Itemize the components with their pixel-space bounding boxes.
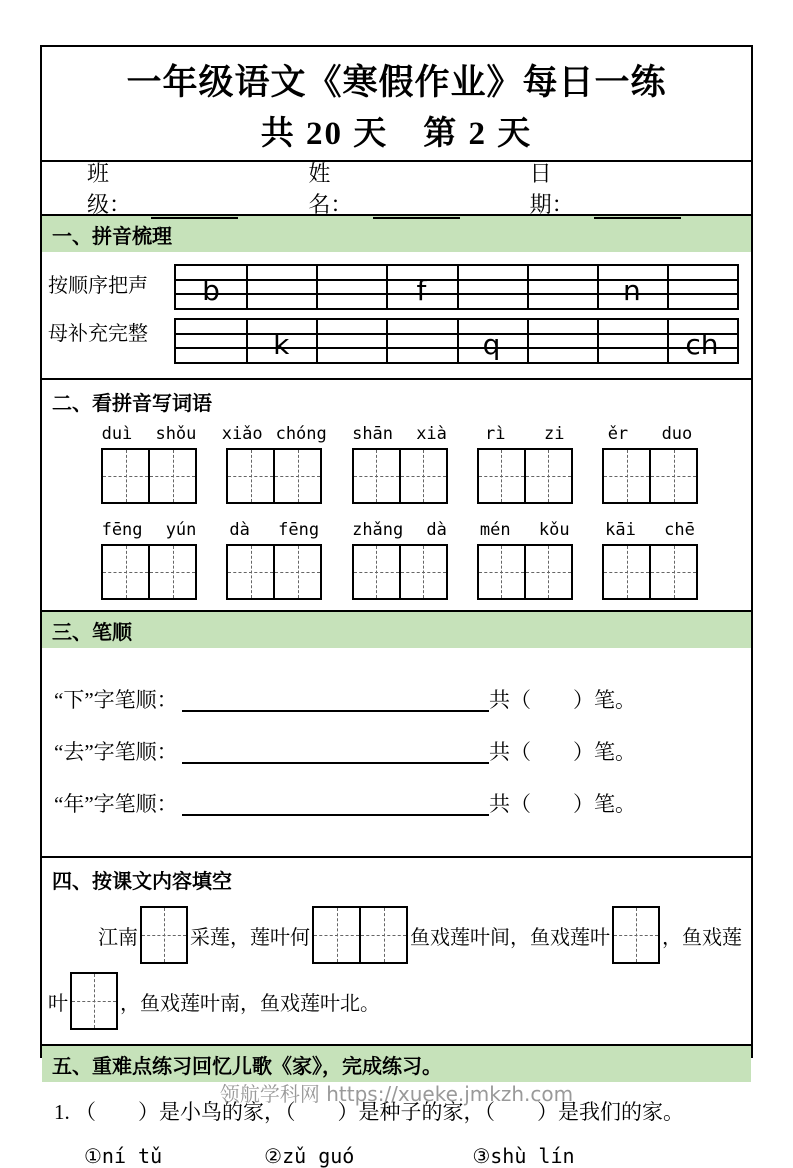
stroke-suffix: 共（ ）笔。 [489, 740, 636, 764]
pinyin-four-line-grid-2[interactable] [174, 318, 739, 364]
pinyin-syllable: chē [664, 520, 695, 540]
stroke-answer-line[interactable] [182, 690, 489, 712]
writing-box[interactable] [273, 450, 320, 502]
stroke-order-section [42, 648, 751, 856]
word-item [90, 424, 208, 504]
grid-line [316, 266, 318, 308]
date-field-group [530, 157, 681, 219]
answer-options [42, 1126, 751, 1168]
section2-header: 二、看拼音写词语 [42, 378, 751, 418]
writing-box[interactable] [103, 546, 148, 598]
writing-box[interactable] [649, 546, 696, 598]
student-info-row [42, 161, 751, 217]
pinyin-four-line-grid-1[interactable] [174, 264, 739, 310]
writing-box[interactable] [72, 974, 116, 1028]
class-input-line[interactable] [151, 195, 238, 219]
passage-text: 鱼戏莲叶间，鱼戏莲叶 [410, 926, 610, 949]
pinyin-letter-ch: ch [685, 327, 719, 361]
pinyin-letter-k: k [273, 327, 290, 361]
pinyin-syllable: kāi [605, 520, 636, 540]
fill-box[interactable] [140, 906, 188, 964]
word-row-1 [42, 418, 751, 514]
pinyin-label [591, 520, 709, 540]
pinyin-section [42, 252, 751, 378]
section3-header: 三、笔顺 [42, 610, 751, 648]
passage-text: 叶 [48, 992, 68, 1015]
fill-box-pair[interactable] [312, 906, 408, 964]
writing-box[interactable] [399, 450, 446, 502]
writing-box[interactable] [524, 546, 571, 598]
pinyin-label [90, 520, 208, 540]
writing-box[interactable] [273, 546, 320, 598]
stroke-prefix: “年”字笔顺： [54, 792, 178, 816]
pinyin-syllable: fēng [278, 520, 320, 540]
pinyin-syllable: fēng [101, 520, 143, 540]
passage-text: ，鱼戏莲叶南，鱼戏莲叶北。 [120, 992, 380, 1015]
pinyin-syllable: shǒu [155, 424, 197, 444]
writing-box[interactable] [228, 546, 273, 598]
passage-fill-section [42, 896, 751, 1044]
writing-box-pair[interactable] [602, 544, 698, 600]
writing-box[interactable] [142, 908, 186, 962]
writing-box[interactable] [148, 546, 195, 598]
writing-box-pair[interactable] [226, 544, 322, 600]
stroke-suffix: 共（ ）笔。 [489, 792, 636, 816]
pinyin-letter-b: b [202, 273, 220, 307]
grid-line [386, 320, 388, 362]
word-item [591, 424, 709, 504]
pinyin-label [341, 520, 459, 540]
pinyin-syllable: mén [479, 520, 511, 540]
pinyin-instruction-line1: 按顺序把声 [48, 275, 148, 297]
writing-box[interactable] [359, 908, 406, 962]
grid-line [457, 266, 459, 308]
passage-text: 江南 [98, 926, 138, 949]
pinyin-label [466, 520, 584, 540]
writing-box-pair[interactable] [352, 544, 448, 600]
writing-box[interactable] [314, 908, 359, 962]
word-item [90, 520, 208, 600]
name-field-group [308, 157, 459, 219]
section1-header: 一、拼音梳理 [42, 214, 751, 252]
passage-line-2 [48, 972, 747, 1030]
writing-box-pair[interactable] [477, 544, 573, 600]
word-item [341, 520, 459, 600]
page-title: 一年级语文《寒假作业》每日一练 [126, 63, 667, 102]
writing-box[interactable] [354, 546, 399, 598]
pinyin-letter-n: n [622, 273, 641, 307]
option-1: ①ní tǔ [84, 1144, 163, 1168]
passage-text: 采莲，莲叶何 [190, 926, 310, 949]
writing-box[interactable] [604, 546, 649, 598]
pinyin-grids [174, 260, 739, 368]
pinyin-instruction-line2: 母补充完整 [48, 323, 148, 345]
writing-box[interactable] [479, 546, 524, 598]
grid-line [527, 320, 529, 362]
pinyin-letter-q: q [482, 327, 501, 361]
pinyin-syllable: ěr [607, 424, 629, 444]
pinyin-syllable: duo [661, 424, 693, 444]
writing-box[interactable] [228, 450, 273, 502]
word-item [591, 520, 709, 600]
pinyin-syllable: rì [485, 424, 506, 444]
writing-box[interactable] [148, 450, 195, 502]
writing-box[interactable] [399, 546, 446, 598]
writing-box-pair[interactable] [101, 544, 197, 600]
writing-box[interactable] [604, 450, 649, 502]
date-input-line[interactable] [594, 195, 681, 219]
name-label: 姓名： [308, 161, 353, 217]
question-1: 1. （ ）是小鸟的家，（ ）是种子的家，（ ）是我们的家。 [54, 1100, 684, 1124]
word-item [466, 424, 584, 504]
pinyin-syllable: yún [165, 520, 197, 540]
option-3: ③shù lín [472, 1144, 575, 1168]
pinyin-label [215, 520, 333, 540]
pinyin-syllable: dà [426, 520, 447, 540]
pinyin-label [466, 424, 584, 444]
word-item [215, 424, 333, 504]
pinyin-instruction [48, 260, 174, 368]
pinyin-syllable: duì [101, 424, 133, 444]
stroke-prefix: “下”字笔顺： [54, 688, 178, 712]
writing-box-pair[interactable] [352, 448, 448, 504]
writing-box-pair[interactable] [101, 448, 197, 504]
pinyin-syllable: chóng [275, 424, 327, 444]
word-row-2 [42, 514, 751, 610]
section5-header: 五、重难点练习回忆儿歌《家》，完成练习。 [42, 1044, 751, 1082]
title-block [42, 47, 751, 162]
fill-box[interactable] [612, 906, 660, 964]
writing-box[interactable] [614, 908, 658, 962]
word-item [215, 520, 333, 600]
stroke-line-qu [54, 736, 636, 766]
writing-box[interactable] [354, 450, 399, 502]
pinyin-syllable: kǒu [538, 520, 570, 540]
site-watermark: 领航学科网 https://xueke.jmkzh.com [219, 1082, 574, 1106]
stroke-line-xia [54, 684, 636, 714]
passage-text: ，鱼戏莲 [662, 926, 742, 949]
writing-box-pair[interactable] [477, 448, 573, 504]
pinyin-syllable: zi [544, 424, 565, 444]
pinyin-label [90, 424, 208, 444]
stroke-answer-line[interactable] [182, 742, 489, 764]
pinyin-syllable: dà [229, 520, 250, 540]
date-label: 日期： [529, 161, 574, 217]
word-item [466, 520, 584, 600]
option-2: ②zǔ guó [264, 1144, 355, 1168]
writing-box-pair[interactable] [226, 448, 322, 504]
grid-line [597, 320, 599, 362]
writing-box[interactable] [649, 450, 696, 502]
pinyin-syllable: xiǎo [221, 424, 263, 444]
stroke-line-nian [54, 788, 636, 818]
page-subtitle: 共 20 天 第 2 天 [260, 116, 533, 152]
word-item [341, 424, 459, 504]
writing-box-pair[interactable] [602, 448, 698, 504]
writing-box[interactable] [524, 450, 571, 502]
fill-box[interactable] [70, 972, 118, 1030]
class-field-group [87, 157, 238, 219]
writing-box[interactable] [479, 450, 524, 502]
stroke-prefix: “去”字笔顺： [54, 740, 178, 764]
writing-box[interactable] [103, 450, 148, 502]
pinyin-letter-f: f [416, 273, 427, 307]
pinyin-syllable: xià [416, 424, 447, 444]
pinyin-label [341, 424, 459, 444]
pinyin-syllable: zhǎng [352, 520, 404, 540]
class-label: 班级： [87, 161, 132, 217]
stroke-suffix: 共（ ）笔。 [489, 688, 636, 712]
grid-line [527, 266, 529, 308]
name-input-line[interactable] [373, 195, 460, 219]
grid-line [316, 320, 318, 362]
grid-line [667, 266, 669, 308]
pinyin-label [591, 424, 709, 444]
passage-line-1 [48, 906, 747, 964]
grid-line [246, 266, 248, 308]
section4-header: 四、按课文内容填空 [42, 856, 751, 896]
stroke-answer-line[interactable] [182, 794, 489, 816]
pinyin-label [215, 424, 333, 444]
pinyin-syllable: shān [352, 424, 394, 444]
